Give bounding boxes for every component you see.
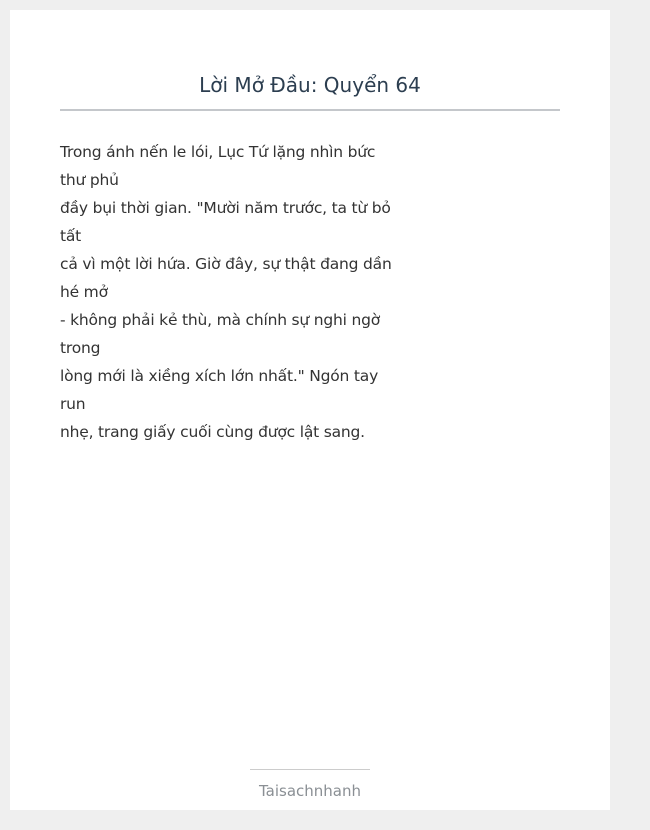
text-line: hé mở: [60, 283, 108, 301]
footer-divider: [250, 769, 370, 770]
text-line: Trong ánh nến le lói, Lục Tứ lặng nhìn bức: [60, 143, 376, 161]
text-line: cả vì một lời hứa. Giờ đây, sự thật đang dần: [60, 255, 392, 273]
text-line: lòng mới là xiềng xích lớn nhất." Ngón tay: [60, 367, 379, 385]
footer-brand: Taisachnhanh: [258, 782, 362, 800]
chapter-text: [60, 138, 390, 446]
chapter-title: Lời Mở Đầu: Quyển 64: [199, 73, 421, 97]
text-line: run: [60, 395, 86, 413]
book-page: [10, 10, 610, 810]
text-line: trong: [60, 339, 101, 357]
text-line: tất: [60, 227, 82, 245]
text-line: nhẹ, trang giấy cuối cùng được lật sang.: [60, 423, 365, 441]
text-line: thư phủ: [60, 171, 119, 189]
text-line: - không phải kẻ thù, mà chính sự nghi ngờ: [60, 311, 381, 329]
title-divider: [60, 109, 560, 111]
text-line: đầy bụi thời gian. "Mười năm trước, ta từ bỏ: [60, 199, 391, 217]
